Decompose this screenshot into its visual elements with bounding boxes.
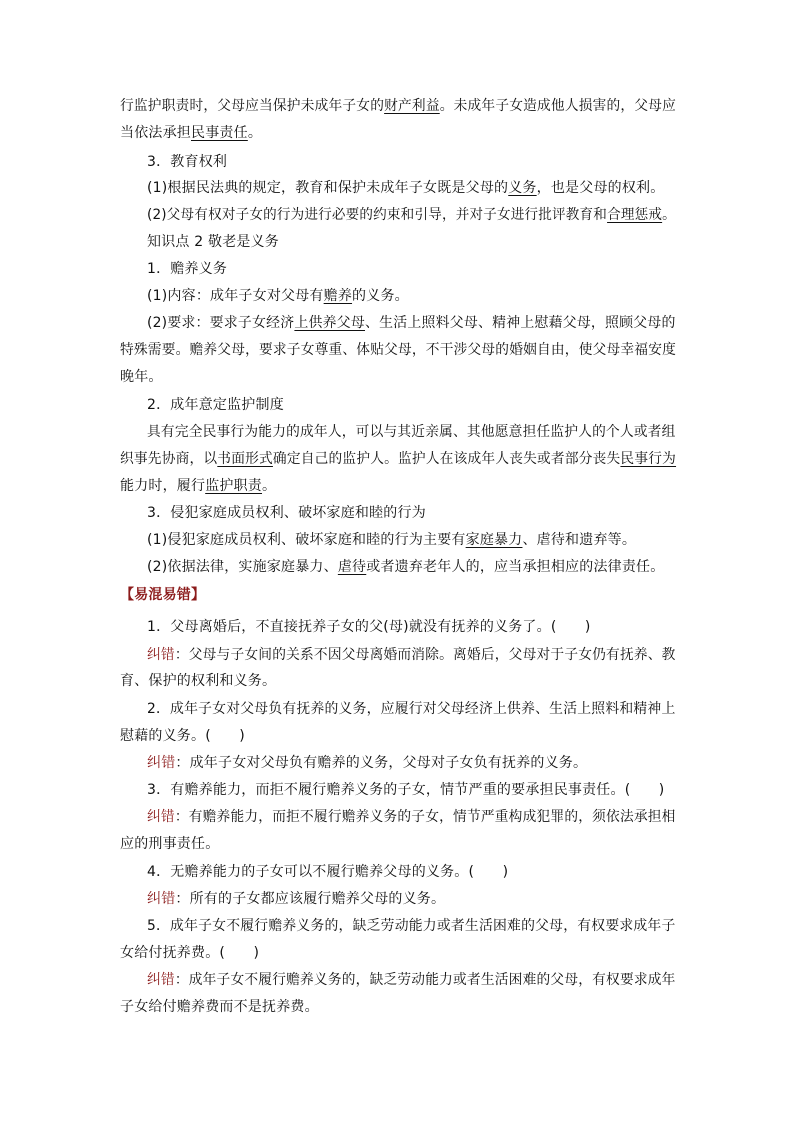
- text: (2)父母有权对子女的行为进行必要的约束和引导，并对子女进行批评教育和: [147, 207, 608, 223]
- text: (1)根据民法典的规定，教育和保护未成年子女既是父母的: [147, 180, 509, 196]
- paragraph-line: [147, 205, 676, 225]
- text: 、生活上照料父母、精神上慰藉父母，照顾父母的: [365, 315, 676, 331]
- paragraph-line: [120, 96, 676, 116]
- correction-line: 育、保护的权利和义务。: [120, 673, 277, 689]
- correction-line: 应的刑事责任。: [120, 836, 220, 852]
- underlined-term: 赡养: [323, 288, 353, 304]
- text: ：成年子女对父母负有赡养的义务，父母对子女负有抚养的义务。: [175, 755, 588, 771]
- question-line: 5．成年子女不履行赡养义务的，缺乏劳动能力或者生活困难的父母，有权要求成年子: [147, 918, 676, 934]
- text: 确定自己的监护人。监护人在该成年人丧失或者部分丧失: [272, 451, 621, 467]
- paragraph-line: [120, 476, 276, 496]
- paragraph-line: [147, 286, 409, 306]
- underlined-term: 财产利益: [384, 98, 440, 114]
- text: 。: [247, 125, 263, 141]
- text: ：成年子女不履行赡养义务的，缺乏劳动能力或者生活困难的父母，有权要求成年: [174, 972, 676, 988]
- text: ：有赡养能力，而拒不履行赡养义务的子女，情节严重构成犯罪的，须依法承担相: [174, 809, 676, 825]
- paragraph-line: 特殊需要。赡养父母，要求子女尊重、体贴父母，不干涉父母的婚姻自由，使父母幸福安度: [120, 342, 677, 358]
- text: ：所有的子女都应该履行赡养父母的义务。: [175, 891, 446, 907]
- text: 。: [662, 207, 676, 223]
- text: 。未成年子女造成他人损害的，父母应: [439, 98, 677, 114]
- paragraph-line: 晚年。: [120, 369, 163, 385]
- correction-label: 纠错: [147, 972, 175, 988]
- correction-label: 纠错: [147, 809, 175, 825]
- section-heading: 1．赡养义务: [147, 261, 228, 277]
- text: 。: [262, 478, 277, 494]
- correction-line: 子女给付赡养费而不是抚养费。: [120, 999, 319, 1015]
- paragraph-line: 具有完全民事行为能力的成年人，可以与其近亲属、其他愿意担任监护人的个人或者组: [147, 424, 676, 440]
- correction-label: 纠错: [147, 891, 176, 907]
- text: ，也是父母的权利。: [536, 180, 665, 196]
- paragraph-line: [120, 123, 262, 143]
- underlined-term: 书面形式: [217, 451, 273, 467]
- section-heading: 2．成年意定监护制度: [147, 397, 284, 413]
- underlined-term: 民事行为: [620, 451, 677, 467]
- text: 或者遗弃老年人的，应当承担相应的法律责任。: [366, 559, 665, 575]
- paragraph-line: [147, 557, 664, 577]
- underlined-term: 虐待: [337, 559, 367, 575]
- paragraph-line: [147, 530, 636, 550]
- underlined-term: 合理惩戒: [607, 207, 663, 223]
- question-line: 慰藉的义务。( ): [120, 728, 245, 744]
- section-heading: 3．教育权利: [147, 154, 228, 170]
- correction-label: 纠错: [147, 647, 175, 663]
- underlined-term: 监护职责: [205, 478, 263, 494]
- paragraph-line: [120, 449, 676, 469]
- text: 当依法承担: [120, 125, 191, 141]
- text: 行监护职责时，父母应当保护未成年子女的: [120, 98, 385, 114]
- correction-line: [147, 753, 587, 773]
- text: ：父母与子女间的关系不因父母离婚而消除。离婚后，父母对于子女仍有抚养、教: [174, 647, 676, 663]
- question-line: 女给付抚养费。( ): [120, 945, 260, 961]
- paragraph-line: [147, 313, 676, 333]
- text: 、虐待和遗弃等。: [522, 532, 637, 548]
- text: (2)要求：要求子女经济: [147, 315, 295, 331]
- knowledge-point-heading: 知识点 2 敬老是义务: [147, 234, 280, 250]
- correction-line: [147, 889, 445, 909]
- correction-label: 纠错: [147, 755, 176, 771]
- question-line: 3．有赡养能力，而拒不履行赡养义务的子女，情节严重的要承担民事责任。( ): [147, 782, 665, 798]
- underlined-term: 义务: [508, 180, 537, 196]
- text: (2)依据法律，实施家庭暴力、: [147, 559, 338, 575]
- text: (1)内容：成年子女对父母有: [147, 288, 324, 304]
- text: 的义务。: [352, 288, 409, 304]
- correction-line: [147, 970, 676, 990]
- question-line: 1．父母离婚后，不直接抚养子女的父(母)就没有抚养的义务了。( ): [147, 619, 591, 635]
- section-heading: 3．侵犯家庭成员权利、破坏家庭和睦的行为: [147, 505, 426, 521]
- correction-line: [147, 645, 676, 665]
- text: 能力时，履行: [120, 478, 206, 494]
- text: 织事先协商，以: [120, 451, 218, 467]
- text: (1)侵犯家庭成员权利、破坏家庭和睦的行为主要有: [147, 532, 466, 548]
- question-line: 4．无赡养能力的子女可以不履行赡养父母的义务。( ): [147, 864, 509, 880]
- question-line: 2．成年子女对父母负有抚养的义务，应履行对父母经济上供养、生活上照料和精神上: [147, 701, 676, 717]
- underlined-term: 上供养父母: [294, 315, 366, 331]
- paragraph-line: [147, 178, 664, 198]
- underlined-term: 家庭暴力: [465, 532, 523, 548]
- correction-line: [147, 807, 676, 827]
- underlined-term: 民事责任: [191, 125, 248, 141]
- mistakes-heading: 【易混易错】: [120, 587, 206, 603]
